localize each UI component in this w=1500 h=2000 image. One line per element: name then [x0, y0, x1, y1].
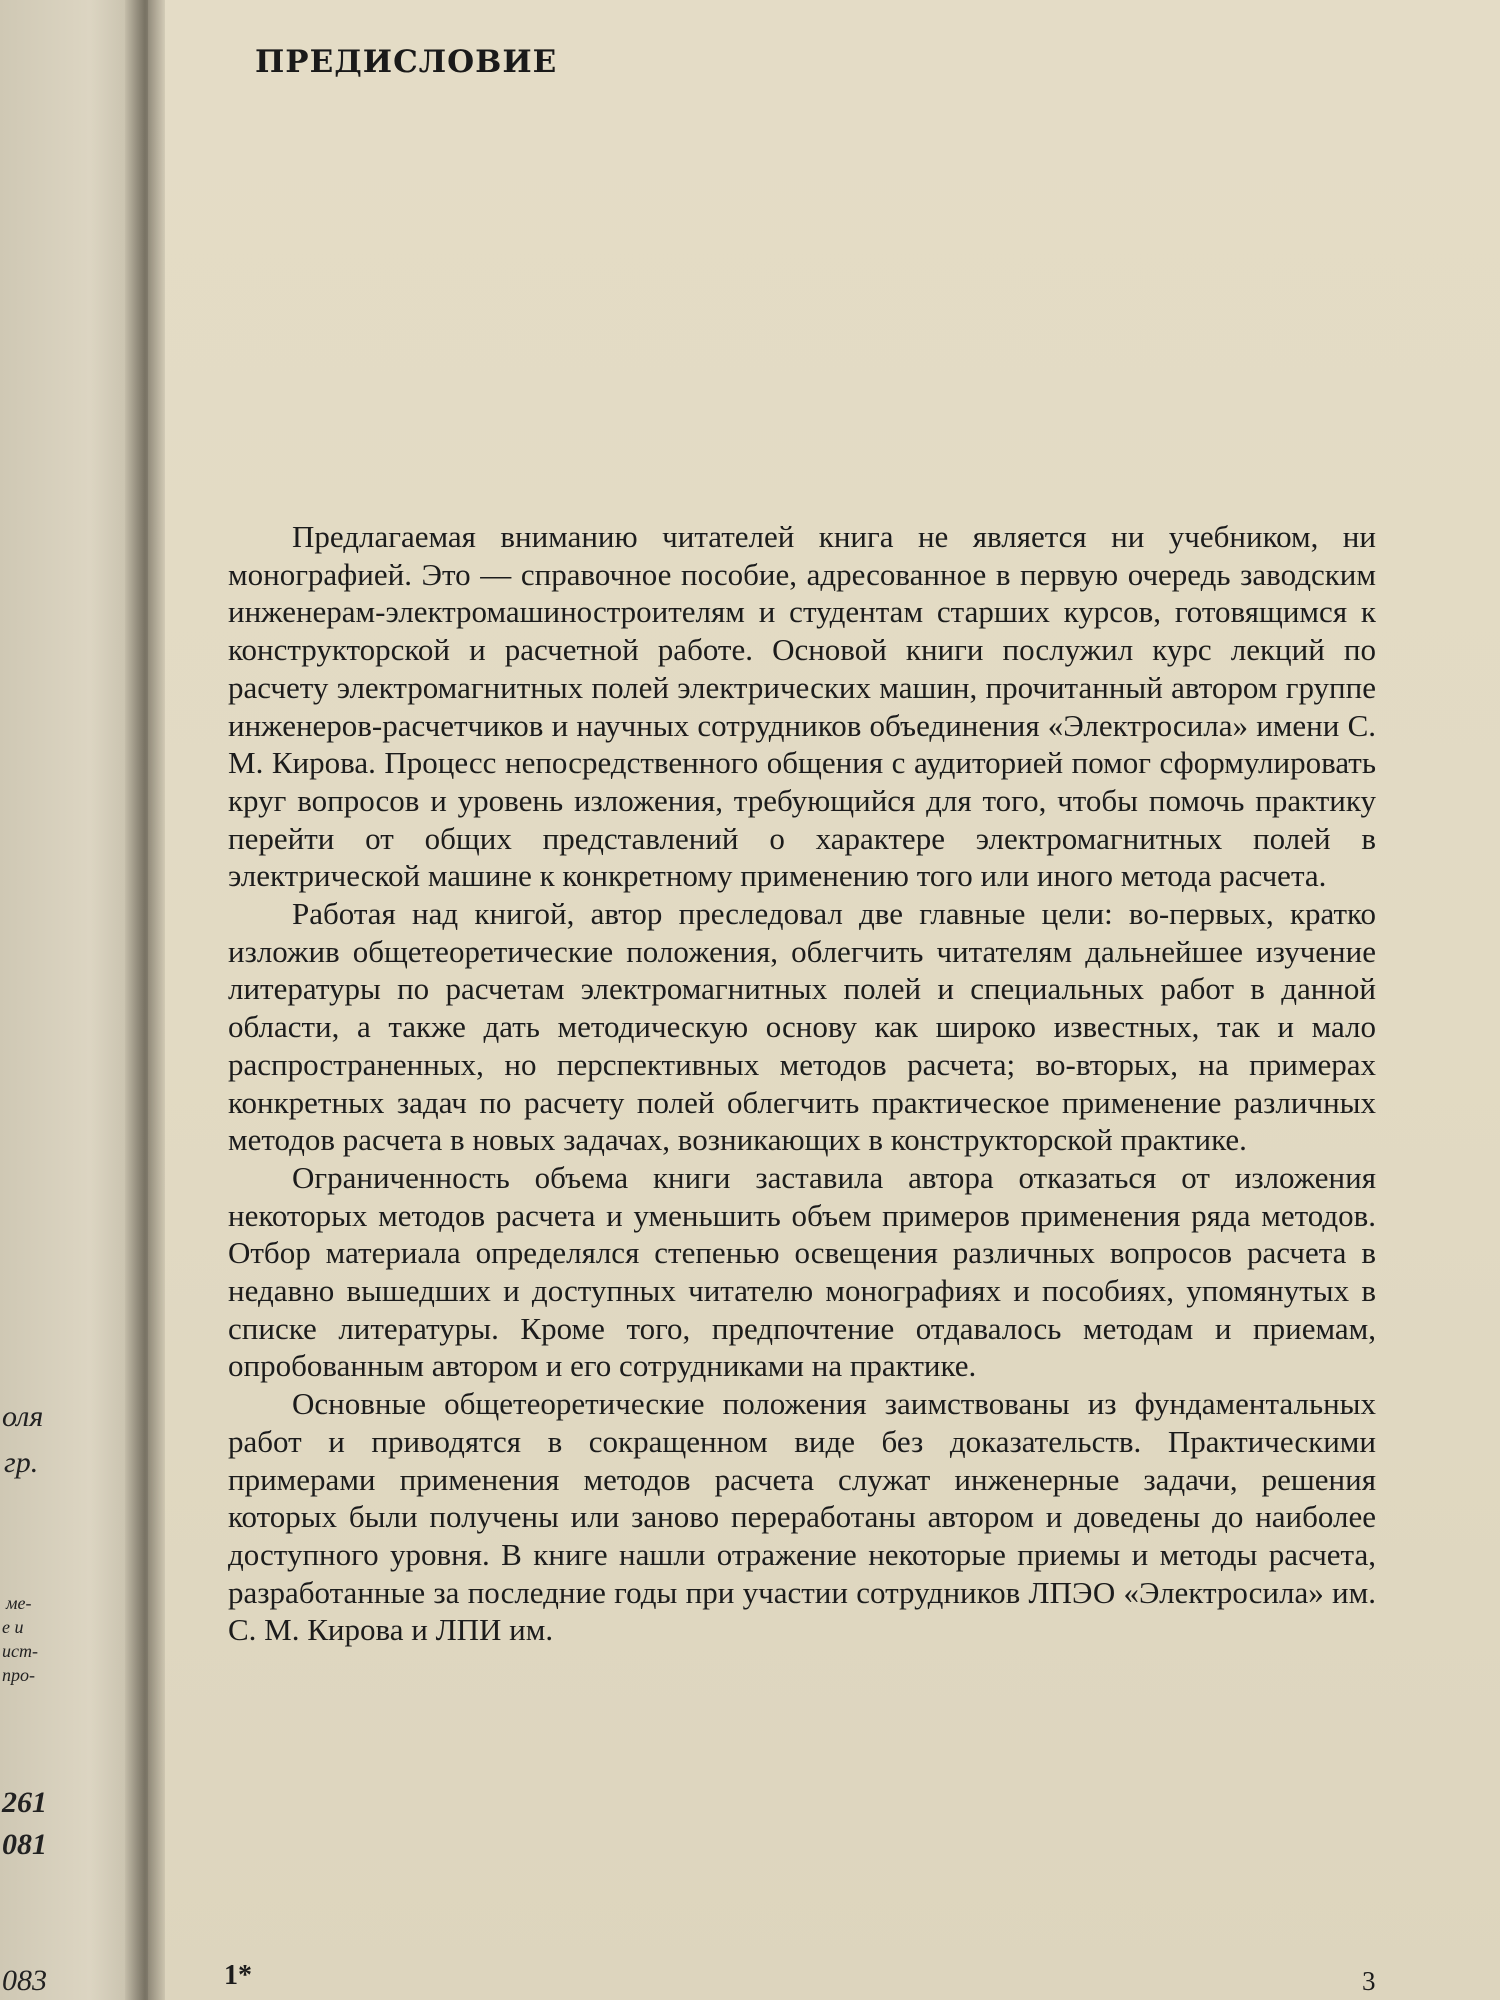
left-page-fragment: е и [2, 1617, 24, 1637]
left-page-fragment: оля [2, 1400, 44, 1433]
paragraph: Предлагаемая вниманию читателей книга не является ни учебником, ни монографией. Это — справочное пособие, адресованное в первую очередь заводским инженерам-электромашиностроителям и студентам старших курсов, готовящимся к конструкторской и расчетной работе. Основой книги послужил курс лекций по расчету электромагнитных полей электрических машин, прочитанный автором группе инженеров-расчетчиков и научных сотрудников объединения «Электросила» имени С. М. Кирова. Процесс непосредственного общения с аудиторией помог сформулировать круг вопросов и уровень изложения, требующийся для того, чтобы помочь практику перейти от общих представлений о характере электромагнитных полей в электрической машине к конкретному применению того или иного метода расчета. [228, 519, 1376, 894]
paragraph: Работая над книгой, автор преследовал две главные цели: во-первых, кратко изложив общетеоретические положения, облегчить читателям дальнейшее изучение литературы по расчетам электромагнитных полей и специальных работ в данной области, а также дать методическую основу как широко известных, так и мало распространенных, но перспективных методов расчета; во-вторых, на примерах конкретных задач по расчету полей облегчить практическое применение различных методов расчета в новых задачах, возникающих в конструкторской практике. [228, 896, 1376, 1158]
left-page-fragment: ист- [2, 1641, 38, 1661]
left-page-fragment: ме- [6, 1593, 32, 1613]
left-page-fragment: 081 [2, 1828, 47, 1861]
page-heading: ПРЕДИСЛОВИЕ [255, 44, 558, 80]
preface-body [228, 518, 1376, 1649]
page-gutter-shadow [125, 0, 165, 2000]
signature-mark: 1* [224, 1960, 252, 1991]
left-page-fragment: гр. [4, 1446, 39, 1479]
paragraph: Ограниченность объема книги заставила автора отказаться от изложения некоторых методов расчета и уменьшить объем примеров применения ряда методов. Отбор материала определялся степенью освещения различных вопросов расчета в недавно вышедших и доступных читателю монографиях и пособиях, упомянутых в списке литературы. Кроме того, предпочтение отдавалось методам и приемам, опробованным автором и его сотрудниками на практике. [228, 1159, 1376, 1384]
left-page-fragment: 083 [2, 1964, 47, 1997]
paragraph: Основные общетеоретические положения заимствованы из фундаментальных работ и приводятся в сокращенном виде без доказательств. Практическими примерами применения методов расчета служат инженерные задачи, решения которых были получены или заново переработаны автором и доведены до наиболее доступного уровня. В книге нашли отражение некоторые приемы и методы расчета, разработанные за последние годы при участии сотрудников ЛПЭО «Электросила» им. С. М. Кирова и ЛПИ им. [228, 1386, 1376, 1648]
page-number: 3 [1362, 1966, 1376, 1996]
left-page-fragment: про- [2, 1665, 35, 1685]
left-page-fragment: 261 [2, 1786, 47, 1819]
